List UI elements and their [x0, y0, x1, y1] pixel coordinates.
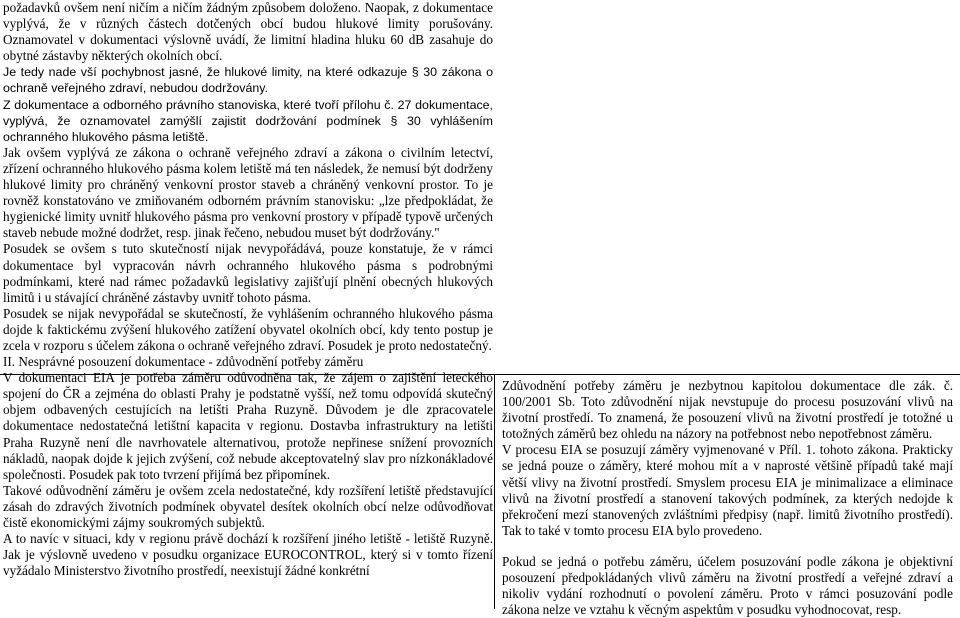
paragraph-economic-interests: Takové odůvodnění záměru je ovšem zcela nedostatečné, kdy rozšíření letiště představující zásah do zdravých životních podmínek obyvatel desítek okolních obcí nelze odůvodňovat čistě ekonomickými zájmy soukromých subjektů. [3, 482, 493, 530]
right-column-content [500, 378, 953, 618]
paragraph-legal-opinion: Jak ovšem vyplývá ze zákona o ochraně veřejného zdraví a zákona o civilním letectví, zřízení ochranného hlukového pásma kolem letiště má ten následek, že nemusí být dodrženy hlukové limity pro chráněný venkovní prostor staveb a chráněný venkovní prostor. To je rovněž konstatováno ve zmiňovaném odborném právním stanovisku: „lze předpokládat, že hygienické limity uvnitř hlukového pásma pro venkovní prostory v případě typově určených staveb nebude možné dodržet, resp. jinak řečeno, nebudou muset být dodržovány." [3, 144, 493, 241]
paragraph-justification: V dokumentaci EIA je potřeba záměru odůvodněna tak, že zájem o zajištění leteckého spojení do ČR a zejména do oblasti Prahy je podstatně vyšší, než tomu odpovídá skutečný objem odbavených cestujících na letišti Praha Ruzyně. Důvodem je dle zpracovatele dokumentace nedostatečná letištní kapacita v regionu. Dostavba infrastruktury na letišti Praha Ruzyně není dle navrhovatele alternativou, protože nepřinese snížení provozních nákladů, naopak dojde k jejich zvýšení, což nebude akceptovatelný slav pro nízkonákladové společnosti. Posudek pak toto tvrzení přijímá bez připomínek. [3, 370, 493, 482]
response-paragraph-1: Zdůvodnění potřeby záměru je nezbytnou kapitolou dokumentace dle zák. č. 100/2001 Sb. Toto zdůvodnění nijak nevstupuje do procesu posuzování vlivů na životní prostředí. To znamená, že posouzení vlivů na životní prostředí je totožné u totožných záměrů bez ohledu na názory na potřebnost nebo nepotřebnost záměru. [502, 378, 953, 442]
table-column-divider [494, 374, 495, 609]
paragraph-assessment-response: Posudek se ovšem s tuto skutečností nijak nevypořádává, pouze konstatuje, že v rámci dokumentace byl vypracován návrh ochranného hlukového pásma s podrobnými podmínkami, které nad rámec požadavků legislativy zajišťují plnění obecných hlukových limitů i u stávající chráněné zástavby uvnitř tohoto pásma. [3, 241, 493, 305]
response-paragraph-3: Pokud se jedná o potřebu záměru, účelem posuzování podle zákona je objektivní posouzení předpokládaných vlivů záměru na životní prostředí a veřejné zdraví a nikoliv vydání rozhodnutí o povolení záměru. Proto v rámci posuzování podle zákona nelze ve vztahu k věcným aspektům v posudku vyhodnocovat, resp. [502, 553, 953, 618]
paragraph-intro: požadavků ovšem není ničím a ničím žádným způsobem doloženo. Naopak, z dokumentace vyplývá, že v různých částech dotčených obcí budou hlukové limity porušovány. Oznamovatel v dokumentaci výslovně uvádí, že limitní hladina hluku 60 dB zasahuje do obytné zástavby některých okolních obcí. [3, 0, 493, 64]
paragraph-limits-not-kept: Je tedy nade vší pochybnost jasné, že hlukové limity, na které odkazuje § 30 zákona o ochraně veřejného zdraví, nebudou dodržovány. [3, 65, 493, 96]
response-paragraph-2: V procesu EIA se posuzují záměry vyjmenované v Příl. 1. tohoto zákona. Prakticky se jedná pouze o záměry, které mohou mít a v naprosté většině případů také mají větší vlivy na životní prostředí. Smyslem procesu EIA je minimalizace a eliminace vlivů na životní prostředí a stanovení takových podmínek, za kterých nedojde k překročení mezí stanovených zvláštními předpisy (např. limitů životního prostředí). Tak to také v tomto procesu EIA bylo provedeno. [502, 442, 953, 538]
paragraph-assessment-insufficient: Posudek se nijak nevypořádal se skutečností, že vyhlášením ochranného hlukového pásma dojde k faktickému zvýšení hlukového zatížení obyvatel okolních obcí, kdy tento postup je zcela v rozporu s účelem zákona o ochraně veřejného zdraví. Posudek je proto nedostatečný. [3, 305, 493, 353]
left-column [3, 0, 493, 579]
section-heading-ii: II. Nesprávné posouzení dokumentace - zdůvodnění potřeby záměru [3, 354, 364, 370]
paragraph-noise-zone: Z dokumentace a odborného právního stanoviska, které tvoří přílohu č. 27 dokumentace, vyplývá, že oznamovatel zamýšlí zajistit dodržování podmínek § 30 vyhlášením ochranného hlukového pásma letiště. [3, 97, 493, 144]
right-column [500, 0, 960, 618]
paragraph-eurocontrol: A to navíc v situaci, kdy v regionu právě dochází k rozšíření jiného letiště - letiště Ruzyně. Jak je výslovně uvedeno v posudku organizace EUROCONTROL, který si v tomto řízení vyžádalo Ministerstvo životního prostředí, neexistují žádné konkrétní [3, 531, 493, 579]
